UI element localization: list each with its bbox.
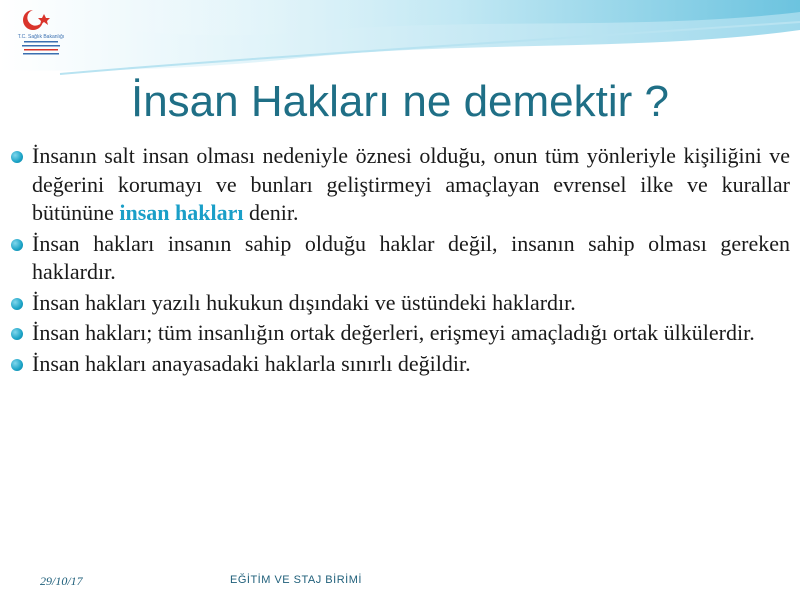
footer-date: 29/10/17 [40, 574, 83, 588]
bullet-list [8, 142, 790, 380]
slide-title: İnsan Hakları ne demektir ? [130, 77, 670, 126]
bullet-icon [11, 239, 23, 251]
bullet-item [8, 230, 790, 287]
bullet-text: İnsan hakları yazılı hukukun dışındaki ve üstündeki haklardır. [32, 289, 576, 315]
bullet-text: İnsanın salt insan olması nedeniyle öznesi olduğu, onun tüm yönleriyle kişiliğini ve değerini korumayı ve bunları geliştirmeyi amaçlayan evrensel ilke ve kurallar bütününe [32, 143, 790, 225]
logo-text: T.C. Sağlık Bakanlığı [17, 34, 65, 40]
bullet-text-end: denir. [243, 200, 299, 225]
bullet-icon [11, 359, 23, 371]
bullet-text: İnsan hakları; tüm insanlığın ortak değerleri, erişmeyi amaçladığı ortak ülkülerdir. [32, 320, 755, 345]
footer-unit-name: EĞİTİM VE STAJ BİRİMİ [230, 574, 362, 586]
header-wave-decoration [0, 0, 800, 80]
bullet-text: İnsan hakları insanın sahip olduğu haklar değil, insanın sahip olması gereken haklardır. [32, 230, 790, 284]
bullet-icon [11, 328, 23, 340]
ministry-logo [6, 4, 76, 66]
highlight-term: insan hakları [119, 200, 244, 225]
bullet-item [8, 142, 790, 228]
bullet-icon [11, 298, 23, 310]
bullet-text: İnsan hakları anayasadaki haklarla sınırlı değildir. [32, 350, 471, 376]
bullet-item [8, 350, 790, 379]
bullet-icon [11, 151, 23, 163]
bullet-item [8, 319, 790, 348]
bullet-item [8, 289, 790, 318]
